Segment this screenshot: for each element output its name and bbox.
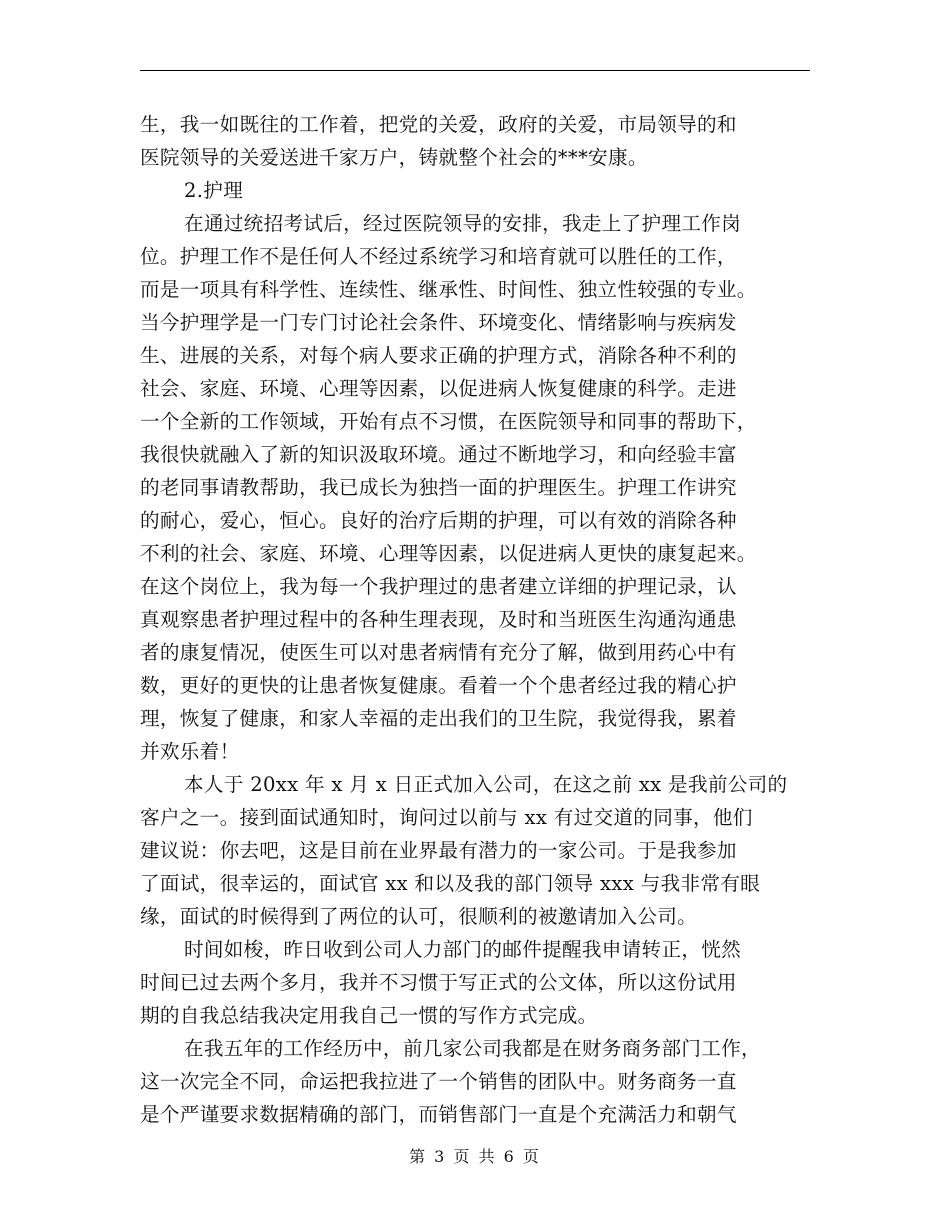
page-footer: 第 3 页 共 6 页 [409, 1147, 541, 1166]
text-line: 者的康复情况，使医生可以对患者病情有充分了解，做到用药心中有 [140, 641, 737, 664]
text-line: 缘，面试的时候得到了两位的认可，很顺利的被邀请加入公司。 [140, 905, 698, 928]
text-line: 的耐心，爱心，恒心。良好的治疗后期的护理，可以有效的消除各种 [140, 509, 737, 532]
text-line: 了面试，很幸运的，面试官 xx 和以及我的部门领导 xxx 与我非常有眼 [140, 872, 760, 895]
text-line: 这一次完全不同，命运把我拉进了一个销售的团队中。财务商务一直 [140, 1070, 737, 1093]
text-line: 医院领导的关爱送进千家万户，铸就整个社会的***安康。 [140, 146, 648, 169]
text-line: 社会、家庭、环境、心理等因素，以促进病人恢复健康的科学。走进 [140, 377, 737, 400]
text-line: 时间已过去两个多月，我并不习惯于写正式的公文体，所以这份试用 [140, 971, 737, 994]
text-line: 建议说：你去吧，这是目前在业界最有潜力的一家公司。于是我参加 [140, 839, 737, 862]
text-line: 当今护理学是一门专门讨论社会条件、环境变化、情绪影响与疾病发 [140, 311, 737, 334]
text-line: 理，恢复了健康，和家人幸福的走出我们的卫生院，我觉得我，累着 [140, 707, 737, 730]
text-line: 数，更好的更快的让患者恢复健康。看着一个个患者经过我的精心护 [140, 674, 737, 697]
text-line: 本人于 20xx 年 x 月 x 日正式加入公司，在这之前 xx 是我前公司的 [184, 773, 788, 796]
text-line: 在这个岗位上，我为每一个我护理过的患者建立详细的护理记录，认 [140, 575, 737, 598]
text-line: 真观察患者护理过程中的各种生理表现，及时和当班医生沟通沟通患 [140, 608, 737, 631]
text-line: 生、进展的关系，对每个病人要求正确的护理方式，消除各种不利的 [140, 344, 737, 367]
text-line: 的老同事请教帮助，我已成长为独挡一面的护理医生。护理工作讲究 [140, 476, 737, 499]
body-text [140, 108, 810, 1131]
text-line: 而是一项具有科学性、连续性、继承性、时间性、独立性较强的专业。 [140, 278, 757, 301]
text-line: 期的自我总结我决定用我自己一惯的写作方式完成。 [140, 1004, 598, 1027]
text-line: 一个全新的工作领域，开始有点不习惯，在医院领导和同事的帮助下， [140, 410, 757, 433]
text-line: 客户之一。接到面试通知时，询问过以前与 xx 有过交道的同事，他们 [140, 806, 753, 829]
text-line: 并欢乐着！ [140, 740, 240, 763]
text-line: 在通过统招考试后，经过医院领导的安排，我走上了护理工作岗 [184, 212, 742, 235]
text-line: 是个严谨要求数据精确的部门，而销售部门一直是个充满活力和朝气 [140, 1103, 737, 1126]
text-line: 不利的社会、家庭、环境、心理等因素，以促进病人更快的康复起来。 [140, 542, 757, 565]
text-line: 生，我一如既往的工作着，把党的关爱，政府的关爱，市局领导的和 [140, 113, 737, 136]
text-line: 我很快就融入了新的知识汲取环境。通过不断地学习，和向经验丰富 [140, 443, 737, 466]
header-rule [140, 70, 810, 71]
text-line: 2.护理 [184, 179, 244, 202]
text-line: 时间如梭，昨日收到公司人力部门的邮件提醒我申请转正，恍然 [184, 938, 742, 961]
text-line: 在我五年的工作经历中，前几家公司我都是在财务商务部门工作， [184, 1037, 761, 1060]
text-line: 位。护理工作不是任何人不经过系统学习和培育就可以胜任的工作， [140, 245, 737, 268]
